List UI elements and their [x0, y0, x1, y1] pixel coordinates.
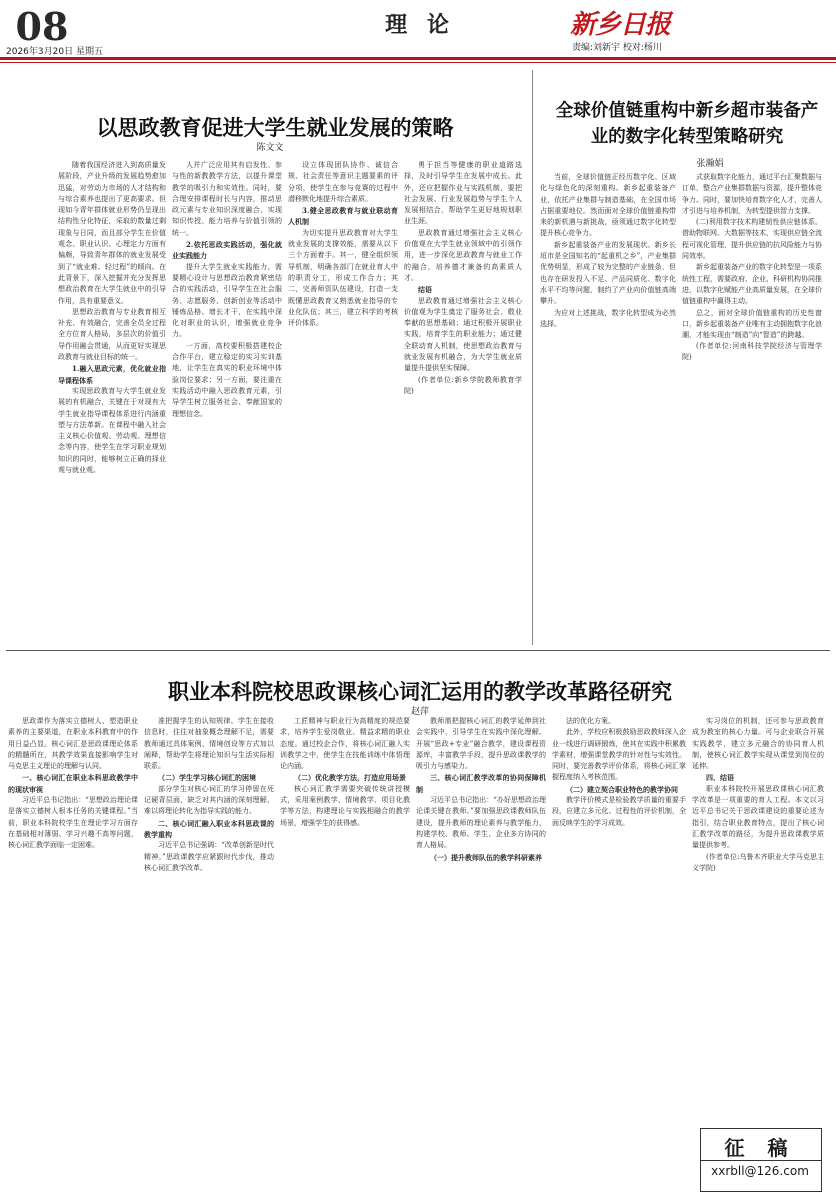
paragraph: 思政教育通过增强社会主义核心价值观为学生奠定了服务社会、敬业奉献的思想基础；通过积极开展职业实践，培育学生的职业能力；通过健全联动育人机制，使思想政治教育与就业发展有机融合，为大学生就业质量提升提供坚实保障。: [404, 296, 522, 373]
paragraph: 实现思政教育与大学生就业发展的有机融合，关键在于对现有大学生就业指导课程体系进行内涵重塑与方法革新。在课程中融入社会主义核心价值观、劳动观、理想信念等内容，使学生在学习职业规划知识的同时，能够树立正确的择业观与就业观。: [58, 386, 166, 475]
paragraph: 式获取数字化能力，通过平台汇聚数据与订单，整合产业集群数据与资源，提升整体竞争力。同时，要加快培育数字化人才，完善人才引进与培养机制，为转型提供智力支撑。: [682, 173, 822, 215]
paragraph: 新乡起重装备产业的发展现状。新乡长垣市是全国知名的“起重机之乡”，产业集群优势明显，形成了较为完整的产业链条，但也存在研发投入不足、产品同质化、数字化水平不均等问题，制约了产业向价值链高端攀升。: [540, 240, 676, 306]
call-for-papers-divider: [700, 1160, 822, 1161]
paragraph: 此外，学校应积极鼓励思政教师深入企业一线进行调研锻炼，使其在实践中积累教学素材，增强课堂教学的针对性与实效性。同时，要完善教学评价体系，将核心词汇掌握程度纳入考核范围。: [552, 728, 686, 782]
paragraph: 工匠精神与职业行为高精度的规范要求，培养学生爱岗敬业、精益求精的职业态度。通过校企合作，将核心词汇融入实训教学之中，使学生在技能训练中体悟理论内涵。: [280, 717, 410, 771]
paragraph: 习近平总书记强调：“改革创新是时代精神。”思政课教学应紧跟时代步伐，推动核心词汇教学改革。: [144, 841, 274, 872]
header-rule: [0, 57, 836, 60]
paragraph: (二)利用数字技术构建韧性供应链体系。借助物联网、大数据等技术，实现供应链全流程可视化管理，提升供应链的抗风险能力与协同效率。: [682, 218, 822, 261]
section-title: 理 论: [385, 13, 455, 38]
article2-title: 全球价值链重构中新乡超市装备产业的数字化转型策略研究: [555, 101, 819, 147]
article3-title: 职业本科院校思政课核心词汇运用的教学改革路径研究: [168, 680, 672, 704]
paragraph: 新乡起重装备产业的数字化转型是一项系统性工程，需要政府、企业、科研机构协同推进，以数字化赋能产业高质量发展，在全球价值链重构中赢得主动。: [682, 263, 822, 306]
paragraph: 总之，面对全球价值链重构的历史性窗口，新乡起重装备产业唯有主动拥抱数字化浪潮，才能实现由“制造”向“智造”的跨越。: [682, 308, 822, 340]
call-for-papers-title: 征 稿: [724, 1136, 796, 1160]
header-rule-thin: [0, 62, 836, 63]
page-number: 08: [15, 4, 69, 49]
subheading: 三、核心词汇教学改革的协同保障机制: [416, 773, 546, 794]
article1-column-1: [58, 160, 166, 630]
paragraph: 部分学生对核心词汇的学习停留在死记硬背层面，缺乏对其内涵的深刻理解，难以将理论转化为指导实践的能力。: [144, 784, 274, 816]
newspaper-logo: 新乡日报: [570, 10, 671, 40]
subheading: 3.健全思政教育与就业联动育人机制: [288, 206, 398, 227]
article3-column-4: [416, 716, 546, 1194]
paragraph: 职业本科院校开展思政课核心词汇教学改革是一项重要的育人工程。本文以习近平总书记关于思政课建设的重要论述为指引，结合职业教育特点，提出了核心词汇教学改革的路径，为提升思政课教学质量提供参考。: [692, 784, 824, 850]
subheading: 二、核心词汇融入职业本科思政课的教学重构: [144, 818, 274, 839]
subheading: 1.融入思政元素，优化就业指导课程体系: [58, 364, 166, 385]
subheading: 结语: [418, 285, 432, 295]
article3-author: 赵萍: [410, 707, 429, 717]
subheading: 2.依托思政实践活动，强化就业实践能力: [172, 240, 282, 261]
column-divider: [532, 70, 533, 645]
article3-column-5: [552, 716, 686, 1194]
paragraph: 实习岗位的机制，还可参与思政教育成为教室的核心力量。可与企业联合开展实践教学，建立多元融合的协同育人机制，使核心词汇教学实现从课堂到岗位的延伸。: [692, 717, 824, 771]
subheading: （二）学生学习核心词汇的困境: [158, 773, 256, 783]
paragraph: 勇于担当等健康的职业道路选择，及时引导学生在发展中成长。此外，还应把握作业与实践机制，要把社会发展、行业发展趋势与学生个人发展相结合，帮助学生更好地规划职业生涯。: [404, 161, 522, 226]
article2-column-1: [540, 172, 676, 632]
subheading: 四、结语: [706, 773, 734, 783]
paragraph: 准把握学生的认知规律。学生在接收信息时，往往对抽象概念理解不足，需要教师通过具体案例、情境创设等方式加以阐释，帮助学生将理论知识与生活实际相联系。: [144, 717, 274, 771]
paragraph: 教学评价模式是检验教学质量的重要手段，应建立多元化、过程性的评价机制，全面反映学生的学习成效。: [552, 796, 686, 827]
author-affiliation: (作者单位:新乡学院教师教育学院): [404, 375, 522, 395]
paragraph: 教师需把握核心词汇的教学延伸到社会实践中，引导学生在实践中深化理解。开展“思政+专业”融合教学，建设课程资源库，丰富教学手段，提升思政课教学的吸引力与感染力。: [416, 717, 546, 771]
article1-column-2: [172, 160, 282, 630]
author-affiliation: (作者单位:河南科技学院经济与管理学院): [682, 342, 822, 362]
paragraph: 核心词汇教学需要突破传统讲授模式，采用案例教学、情境教学、项目化教学等方法，构建理论与实践相融合的教学场景，增强学生的获得感。: [280, 784, 410, 827]
article1-column-4: [404, 160, 522, 630]
paragraph: 人并广泛应用其有启发性、参与性的新教教学方法，以提升课堂教学的吸引力和实效性。同时，要合理安排课程时长与内容，推动思政元素与专业知识深度融合，实现知识传授、能力培养与价值引领的统一。: [172, 161, 282, 237]
article1-column-3: [288, 160, 398, 630]
paragraph: 为应对上述挑战，数字化转型成为必然选择。: [540, 308, 676, 328]
paragraph: 习近平总书记指出：“办好思想政治理论课关键在教师。”要加强思政课教师队伍建设，提升教师的理论素养与教学能力，构建学校、教师、学生、企业多方协同的育人格局。: [416, 796, 546, 850]
author-affiliation: (作者单位:乌鲁木齐职业大学马克思主义学院): [692, 852, 824, 872]
paragraph: 思政课作为落实立德树人、塑造职业素养的主要渠道，在职业本科教育中的作用日益凸显。核心词汇是思政课理论体系的精髓所在，其教学效果直接影响学生对马克思主义理论的理解与认同。: [8, 717, 138, 771]
paragraph: 习近平总书记指出：“思想政治理论课是落实立德树人根本任务的关键课程。”当前，职业本科院校学生在理论学习方面存在基础相对薄弱、学习兴趣不高等问题，核心词汇教学面临一定困难。: [8, 796, 138, 850]
call-for-papers-email[interactable]: xxrbll@126.com: [711, 1164, 809, 1178]
subheading: （一）提升教师队伍的教学科研素养: [430, 852, 542, 862]
article3-column-3: [280, 716, 410, 1194]
article2-column-2: [682, 172, 822, 632]
paragraph: 随着我国经济进入到高质量发展阶段，产业升级的发展趋势愈加迅猛，对劳动力市场的人才结构和与综合素养也提出了更高要求。但现如今青年群体就业形势仍呈现出结构性分化特征，采取的数量过剩现象与日同，而且部分学生在价值观念、职业认识、心理定力方面有偏颇，导致青年群体的就业发展受到了“就业难、轻过程”的倾向。在此背景下，深入挖掘并充分发挥思想政治教育在大学生就业中的引导作用，具有重要意义。: [58, 161, 166, 305]
paragraph: 提升大学生就业实践能力，需要精心设计与思想政治教育紧密结合的实践活动，引导学生在社会服务、志愿服务、创新创业等活动中锤炼品格、增长才干，在实践中深化对职业的认识，增强就业竞争力。: [172, 262, 282, 339]
paragraph: 当前，全球价值链正经历数字化、区域化与绿色化的深刻重构。新乡起重装备产业，依托产业集群与制造基础，在全国市场占据重要地位。然而面对全球价值链重构带来的新机遇与新挑战，亟须通过数字化转型提升核心竞争力。: [540, 173, 676, 238]
article1-author: 陈文文: [256, 143, 284, 153]
subheading: 一、核心词汇在职业本科思政教学中的现状审视: [8, 773, 138, 794]
subheading: （二）优化教学方法，打造应用场景: [294, 773, 406, 783]
paragraph: 思政教育通过增强社会主义核心价值观在大学生就业领域中的引领作用，进一步深化思政教育与就业工作的融合，培养德才兼备的高素质人才。: [404, 228, 522, 282]
article3-column-6: [692, 716, 824, 1120]
article3-column-2: [144, 716, 274, 1194]
article3-column-1: [8, 716, 138, 1194]
article2-author: 张瀚娟: [696, 159, 724, 169]
editor-credit: 责编:刘新宇 校对:杨川: [572, 43, 662, 53]
paragraph: 一方面，高校要积极搭建校企合作平台，建立稳定的实习实训基地，让学生在真实的职业环境中体验岗位要求；另一方面，要注重在实践活动中融入思政教育元素，引导学生树立服务社会、奉献国家的理想信念。: [172, 341, 282, 418]
paragraph: 为切实提升思政教育对大学生就业发展的支撑效能，需要从以下三个方面着手。其一，健全组织领导机制，明确各部门在就业育人中的职责分工，形成工作合力；其二，完善师资队伍建设，打造一支既懂思政教育又熟悉就业指导的专业化队伍；其三，建立科学的考核评价体系。: [288, 228, 398, 328]
section-divider: [6, 650, 830, 651]
paragraph: 法的优化方案。: [566, 717, 615, 725]
issue-date: 2026年3月20日 星期五: [6, 47, 103, 57]
article1-title: 以思政教育促进大学生就业发展的策略: [96, 116, 454, 140]
subheading: （二）建立契合职业特色的教学协同: [566, 784, 678, 794]
paragraph: 设立体现团队协作、诚信合规、社会责任等意识主题要素的评分项，使学生在参与竞赛的过程中潜移默化地提升综合素质。: [288, 161, 398, 203]
paragraph: 思想政治教育与专业教育相互补充、有效融合，完善全员全过程全方位育人格局，多层次的价值引导作用融会贯通，从而更好实现思政教育与就业目标的统一。: [58, 307, 166, 362]
